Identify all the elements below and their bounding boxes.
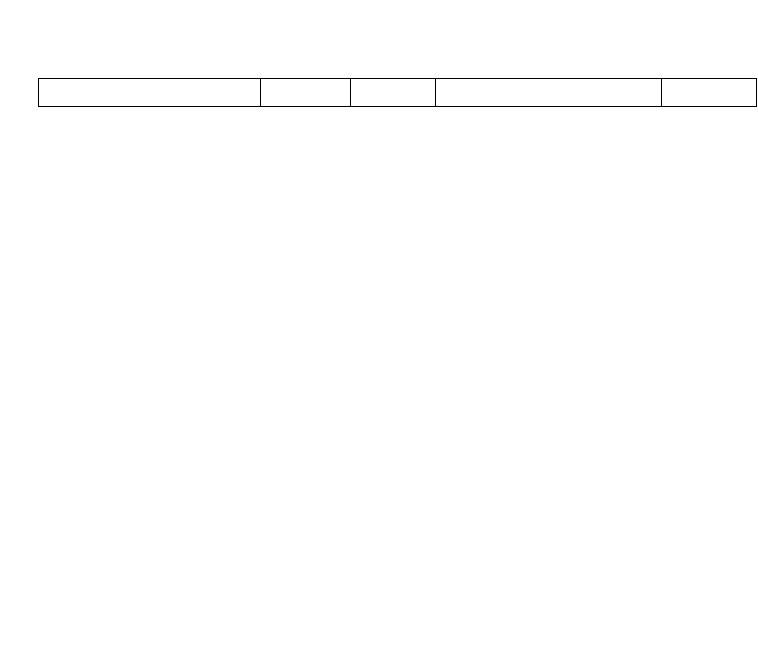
department-label[interactable] (39, 58, 662, 78)
form-number[interactable] (39, 40, 757, 58)
title-row (39, 0, 757, 40)
page-title[interactable] (39, 0, 757, 40)
header-final-right[interactable] (662, 78, 757, 106)
report-table (38, 0, 757, 107)
header-item-left[interactable] (39, 78, 261, 106)
form-no-row (39, 40, 757, 58)
header-final[interactable] (351, 78, 436, 106)
header-item-right[interactable] (436, 78, 662, 106)
department-row (39, 58, 757, 78)
header-row (39, 78, 757, 106)
unit-label[interactable] (662, 58, 757, 78)
header-budget[interactable] (261, 78, 351, 106)
